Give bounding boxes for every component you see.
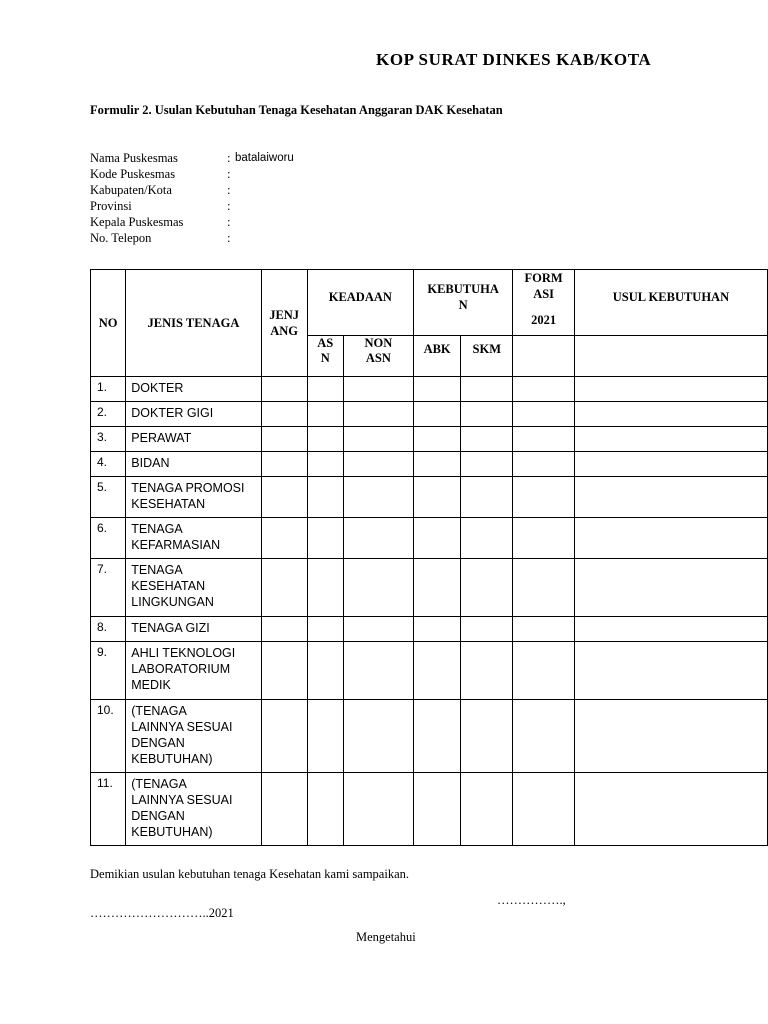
input-cell[interactable]: [414, 477, 461, 518]
input-cell[interactable]: [343, 427, 413, 452]
input-cell[interactable]: [574, 617, 767, 642]
header-formasi-line: ASI: [533, 287, 555, 301]
table-row: [91, 617, 768, 642]
subheader-abk-label: ABK: [423, 342, 451, 356]
subheader-empty-cell: [513, 336, 575, 377]
jenis-tenaga-line: KEBUTUHAN): [131, 752, 213, 766]
header-no: [91, 270, 126, 377]
input-cell[interactable]: [307, 377, 343, 402]
input-cell[interactable]: [513, 642, 575, 700]
input-cell[interactable]: [261, 559, 307, 617]
info-label: No. Telepon: [90, 231, 152, 245]
row-jenis-tenaga: [126, 377, 261, 402]
input-cell[interactable]: [574, 773, 767, 846]
header-usul-kebutuhan-label: USUL KEBUTUHAN: [612, 290, 730, 304]
input-cell[interactable]: [307, 452, 343, 477]
input-cell[interactable]: [513, 452, 575, 477]
input-cell[interactable]: [513, 518, 575, 559]
subheader-non-asn: [343, 336, 413, 377]
input-cell[interactable]: [261, 700, 307, 773]
row-jenis-tenaga: [126, 700, 261, 773]
row-jenis-tenaga: [126, 518, 261, 559]
input-cell[interactable]: [574, 427, 767, 452]
input-cell[interactable]: [414, 700, 461, 773]
input-cell[interactable]: [461, 617, 513, 642]
jenis-tenaga-line: (TENAGA: [131, 777, 187, 791]
input-cell[interactable]: [414, 452, 461, 477]
info-label: Kabupaten/Kota: [90, 183, 172, 197]
input-cell[interactable]: [414, 402, 461, 427]
row-number: 2.: [91, 402, 126, 427]
input-cell[interactable]: [414, 518, 461, 559]
row-jenis-tenaga: [126, 477, 261, 518]
input-cell[interactable]: [574, 518, 767, 559]
usulan-table: [90, 269, 768, 846]
header-row: [91, 270, 768, 336]
table-row: [91, 773, 768, 846]
jenis-tenaga-line: DOKTER GIGI: [131, 406, 214, 420]
header-no-label: NO: [98, 316, 118, 330]
header-formasi-year: 2021: [531, 313, 557, 327]
header-keadaan-label: KEADAAN: [328, 290, 392, 304]
input-cell[interactable]: [513, 427, 575, 452]
info-colon: :: [227, 183, 231, 197]
info-value: batalaiworu: [235, 152, 294, 164]
input-cell[interactable]: [307, 773, 343, 846]
input-cell[interactable]: [574, 477, 767, 518]
row-number: 8.: [91, 617, 126, 642]
subheader-asn-line: AS: [317, 336, 334, 350]
subheader-non-asn-line: NON: [364, 336, 393, 350]
input-cell[interactable]: [261, 452, 307, 477]
subheader-empty-cell: [574, 336, 767, 377]
input-cell[interactable]: [513, 377, 575, 402]
row-number: 6.: [91, 518, 126, 559]
input-cell[interactable]: [513, 617, 575, 642]
input-cell[interactable]: [414, 427, 461, 452]
table-row: [91, 559, 768, 617]
row-jenis-tenaga: [126, 642, 261, 700]
jenis-tenaga-line: TENAGA PROMOSI: [131, 481, 245, 495]
input-cell[interactable]: [513, 402, 575, 427]
header-jenjang-line: JENJ: [269, 308, 300, 322]
input-cell[interactable]: [513, 700, 575, 773]
input-cell[interactable]: [343, 452, 413, 477]
input-cell[interactable]: [461, 559, 513, 617]
row-jenis-tenaga: [126, 402, 261, 427]
input-cell[interactable]: [343, 617, 413, 642]
header-jenis-tenaga: [126, 270, 261, 377]
input-cell[interactable]: [574, 452, 767, 477]
header-kebutuhan-line: KEBUTUHA: [427, 282, 499, 296]
input-cell[interactable]: [261, 617, 307, 642]
input-cell[interactable]: [414, 377, 461, 402]
subheader-asn: [307, 336, 343, 377]
letterhead-title: KOP SURAT DINKES KAB/KOTA: [376, 50, 652, 69]
jenis-tenaga-line: LABORATORIUM: [131, 662, 231, 676]
jenis-tenaga-line: BIDAN: [131, 456, 170, 470]
jenis-tenaga-line: AHLI TEKNOLOGI: [131, 646, 236, 660]
info-label: Provinsi: [90, 199, 132, 213]
input-cell[interactable]: [574, 402, 767, 427]
input-cell[interactable]: [461, 773, 513, 846]
jenis-tenaga-line: PERAWAT: [131, 431, 192, 445]
subheader-asn-line: N: [320, 351, 330, 365]
jenis-tenaga-line: TENAGA GIZI: [131, 621, 210, 635]
form-title: Formulir 2. Usulan Kebutuhan Tenaga Kesehatan Anggaran DAK Kesehatan: [90, 103, 503, 117]
row-number: 3.: [91, 427, 126, 452]
input-cell[interactable]: [261, 402, 307, 427]
input-cell[interactable]: [414, 773, 461, 846]
place-date-dots: …………….,: [497, 893, 566, 907]
input-cell[interactable]: [343, 700, 413, 773]
row-number: 1.: [91, 377, 126, 402]
jenis-tenaga-line: LAINNYA SESUAI: [131, 793, 233, 807]
subheader-skm: [461, 336, 513, 377]
header-kebutuhan-line: N: [458, 298, 468, 312]
row-jenis-tenaga: [126, 559, 261, 617]
table-row: [91, 427, 768, 452]
input-cell[interactable]: [574, 700, 767, 773]
input-cell[interactable]: [461, 427, 513, 452]
input-cell[interactable]: [261, 477, 307, 518]
jenis-tenaga-line: DENGAN: [131, 736, 185, 750]
jenis-tenaga-line: (TENAGA: [131, 704, 187, 718]
row-number: 4.: [91, 452, 126, 477]
input-cell[interactable]: [343, 642, 413, 700]
input-cell[interactable]: [261, 518, 307, 559]
input-cell[interactable]: [307, 518, 343, 559]
info-colon: :: [227, 151, 231, 165]
subheader-abk: [414, 336, 461, 377]
row-jenis-tenaga: [126, 452, 261, 477]
input-cell[interactable]: [513, 559, 575, 617]
jenis-tenaga-line: KESEHATAN: [131, 497, 206, 511]
row-number: 11.: [91, 773, 126, 846]
header-jenis-tenaga-label: JENIS TENAGA: [147, 316, 240, 330]
input-cell[interactable]: [343, 773, 413, 846]
info-colon: :: [227, 231, 231, 245]
jenis-tenaga-line: DOKTER: [131, 381, 184, 395]
mengetahui-label: Mengetahui: [356, 930, 416, 944]
date-line: ………………………..2021: [90, 906, 234, 920]
input-cell[interactable]: [461, 518, 513, 559]
row-jenis-tenaga: [126, 427, 261, 452]
table-row: [91, 477, 768, 518]
jenis-tenaga-line: LINGKUNGAN: [131, 595, 214, 609]
info-colon: :: [227, 199, 231, 213]
header-kebutuhan: [414, 270, 513, 336]
header-keadaan: [307, 270, 413, 336]
input-cell[interactable]: [461, 642, 513, 700]
row-number: 7.: [91, 559, 126, 617]
input-cell[interactable]: [307, 402, 343, 427]
table-row: [91, 452, 768, 477]
input-cell[interactable]: [307, 427, 343, 452]
table-row: [91, 377, 768, 402]
jenis-tenaga-line: KESEHATAN: [131, 579, 206, 593]
input-cell[interactable]: [461, 452, 513, 477]
input-cell[interactable]: [461, 700, 513, 773]
closing-statement: Demikian usulan kebutuhan tenaga Kesehatan kami sampaikan.: [90, 867, 409, 881]
input-cell[interactable]: [261, 427, 307, 452]
header-formasi: [513, 270, 575, 336]
input-cell[interactable]: [307, 617, 343, 642]
jenis-tenaga-line: TENAGA: [131, 522, 183, 536]
row-number: 5.: [91, 477, 126, 518]
input-cell[interactable]: [343, 518, 413, 559]
input-cell[interactable]: [461, 377, 513, 402]
row-jenis-tenaga: [126, 773, 261, 846]
input-cell[interactable]: [343, 559, 413, 617]
input-cell[interactable]: [461, 477, 513, 518]
info-colon: :: [227, 215, 231, 229]
jenis-tenaga-line: TENAGA: [131, 563, 183, 577]
header-jenjang-line: ANG: [270, 324, 299, 338]
info-label: Kode Puskesmas: [90, 167, 176, 181]
input-cell[interactable]: [513, 477, 575, 518]
header-jenjang: [261, 270, 307, 377]
subheader-non-asn-line: ASN: [365, 351, 391, 365]
input-cell[interactable]: [343, 402, 413, 427]
jenis-tenaga-line: DENGAN: [131, 809, 185, 823]
input-cell[interactable]: [414, 617, 461, 642]
input-cell[interactable]: [343, 377, 413, 402]
jenis-tenaga-line: KEFARMASIAN: [131, 538, 221, 552]
input-cell[interactable]: [414, 559, 461, 617]
input-cell[interactable]: [574, 377, 767, 402]
input-cell[interactable]: [307, 559, 343, 617]
input-cell[interactable]: [261, 642, 307, 700]
row-number: 10.: [91, 700, 126, 773]
info-label: Kepala Puskesmas: [90, 215, 184, 229]
jenis-tenaga-line: KEBUTUHAN): [131, 825, 213, 839]
table-row: [91, 402, 768, 427]
row-jenis-tenaga: [126, 617, 261, 642]
table-row: [91, 642, 768, 700]
jenis-tenaga-line: MEDIK: [131, 678, 171, 692]
input-cell[interactable]: [574, 642, 767, 700]
input-cell[interactable]: [343, 477, 413, 518]
table-row: [91, 518, 768, 559]
input-cell[interactable]: [307, 642, 343, 700]
table-row: [91, 700, 768, 773]
info-label: Nama Puskesmas: [90, 151, 178, 165]
input-cell[interactable]: [513, 773, 575, 846]
header-formasi-line: FORM: [524, 271, 563, 285]
subheader-skm-label: SKM: [472, 342, 501, 356]
jenis-tenaga-line: LAINNYA SESUAI: [131, 720, 233, 734]
input-cell[interactable]: [307, 700, 343, 773]
input-cell[interactable]: [414, 642, 461, 700]
info-colon: :: [227, 167, 231, 181]
input-cell[interactable]: [461, 402, 513, 427]
input-cell[interactable]: [307, 477, 343, 518]
input-cell[interactable]: [261, 773, 307, 846]
input-cell[interactable]: [261, 377, 307, 402]
input-cell[interactable]: [574, 559, 767, 617]
header-usul-kebutuhan: [574, 270, 767, 336]
row-number: 9.: [91, 642, 126, 700]
